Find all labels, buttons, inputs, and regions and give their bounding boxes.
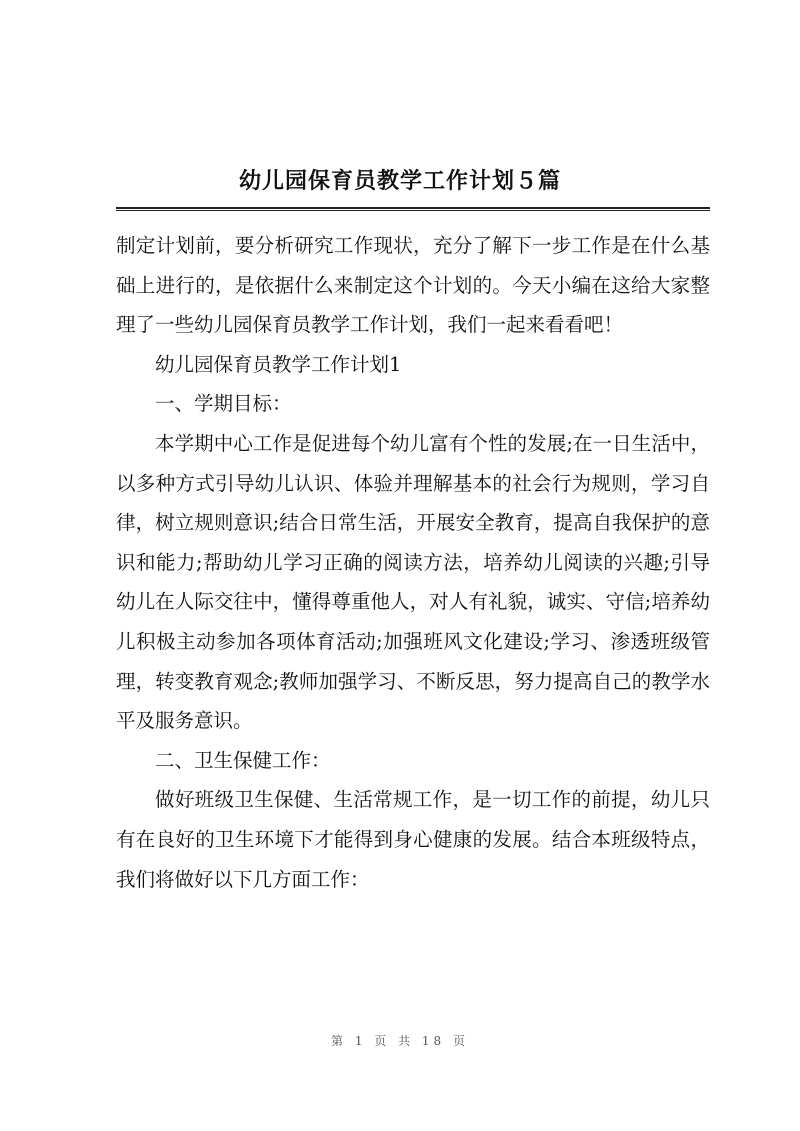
paragraph-semester-goals: 本学期中心工作是促进每个幼儿富有个性的发展;在一日生活中，以多种方式引导幼儿认识、体验并理解基本的社会行为规则，学习自律，树立规则意识;结合日常生活，开展安全教育，提高自我保护的意识和能力;帮助幼儿学习正确的阅读方法，培养幼儿阅读的兴趣;引导幼儿在人际交往中，懂得尊重他人，对人有礼貌，诚实、守信;培养幼儿积极主动参加各项体育活动;加强班风文化建设;学习、渗透班级管理，转变教育观念;教师加强学习、不断反思，努力提高自己的教学水平及服务意识。	[116, 431, 710, 733]
document-body	[116, 226, 710, 899]
title-underline	[116, 207, 710, 211]
section-heading-plan-1: 幼儿园保育员教学工作计划1	[155, 352, 402, 376]
subheading-health-care: 二、卫生保健工作：	[155, 748, 331, 772]
document-title: 幼儿园保育员教学工作计划５篇	[238, 168, 561, 194]
intro-paragraph: 制定计划前，要分析研究工作现状，充分了解下一步工作是在什么基础上进行的，是依据什么来制定这个计划的。今天小编在这给大家整理了一些幼儿园保育员教学工作计划，我们一起来看看吧！	[116, 234, 710, 337]
paragraph-health-care: 做好班级卫生保健、生活常规工作，是一切工作的前提，幼儿只有在良好的卫生环境下才能得到身心健康的发展。结合本班级特点，我们将做好以下几方面工作：	[116, 788, 710, 891]
page-footer: 第 1 页 共 18 页	[331, 1034, 469, 1048]
subheading-semester-goals: 一、学期目标：	[155, 392, 292, 416]
